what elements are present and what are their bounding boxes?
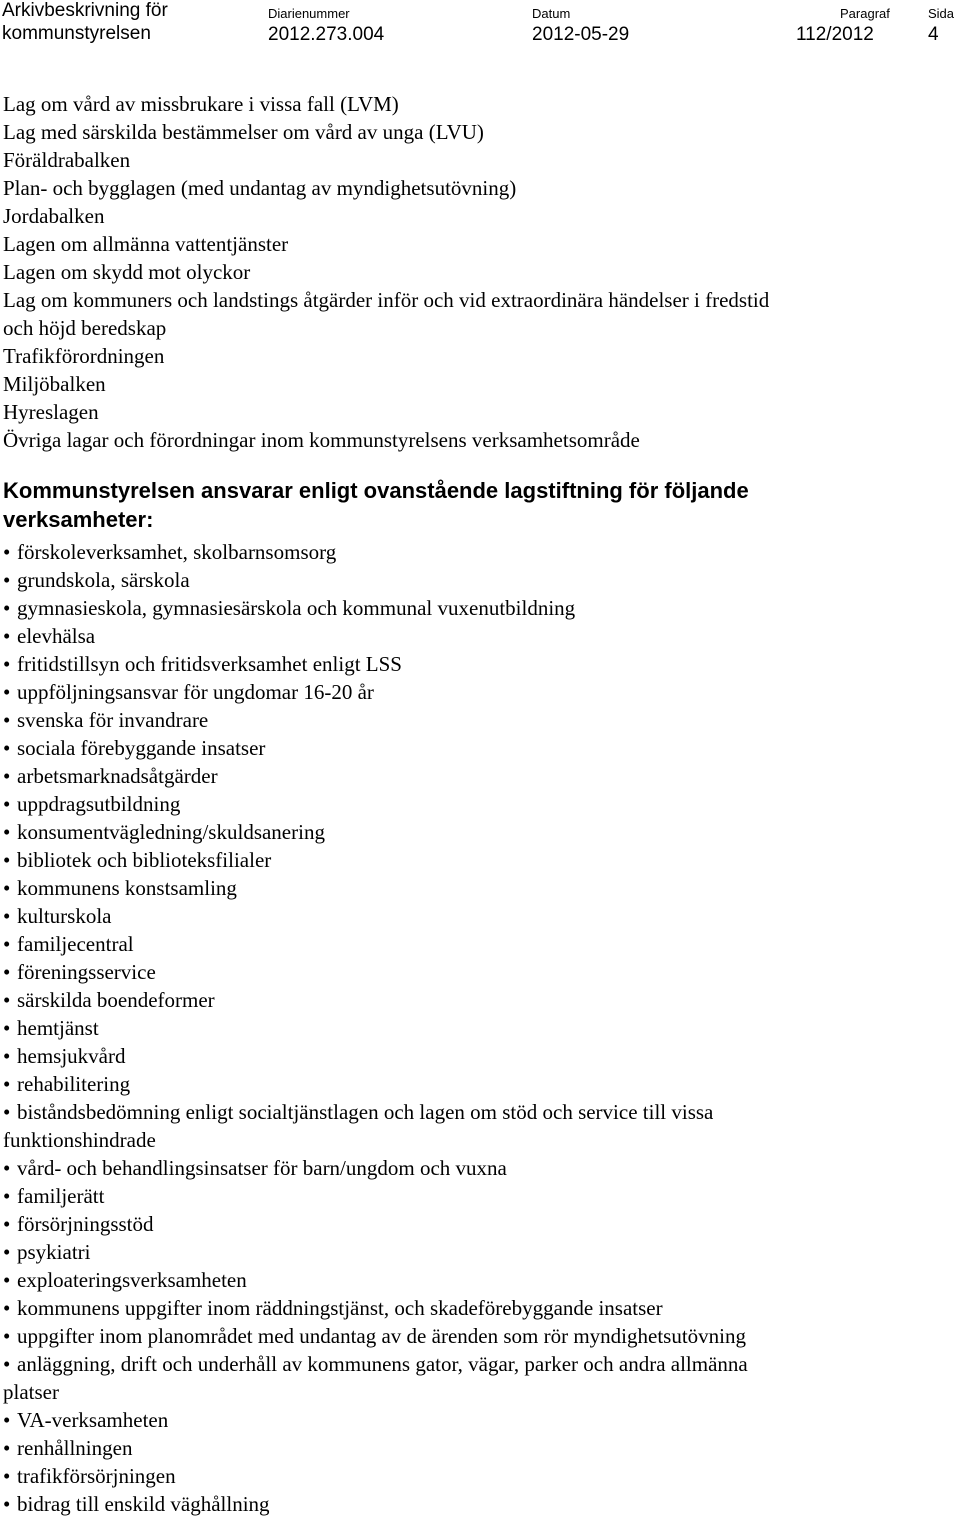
list-item: • exploateringsverksamheten	[3, 1268, 247, 1292]
bullet-icon: •	[3, 1492, 11, 1516]
list-item: • uppgifter inom planområdet med undantag av de ärenden som rör myndighetsutövning	[3, 1324, 746, 1348]
bullet-icon: •	[3, 652, 11, 676]
archive-value: kommunstyrelsen	[2, 23, 151, 44]
list-item: • psykiatri	[3, 1240, 91, 1264]
list-item: • grundskola, särskola	[3, 568, 190, 592]
list-item-continuation: platser	[3, 1380, 59, 1404]
list-item: • försörjningsstöd	[3, 1212, 154, 1236]
datum-label: Datum	[532, 6, 571, 21]
paragraf-value: 112/2012	[796, 24, 874, 45]
document-header	[0, 0, 960, 50]
law-item: Föräldrabalken	[3, 148, 131, 172]
archive-column	[2, 0, 168, 45]
bullet-icon: •	[3, 1072, 11, 1096]
list-item-continuation: funktionshindrade	[3, 1128, 156, 1152]
list-item: • svenska för invandrare	[3, 708, 209, 732]
law-item: Lagen om allmänna vattentjänster	[3, 232, 289, 256]
bullet-icon: •	[3, 1156, 11, 1180]
bullet-icon: •	[3, 680, 11, 704]
bullet-icon: •	[3, 792, 11, 816]
law-item: Miljöbalken	[3, 372, 106, 396]
list-item: • kommunens konstsamling	[3, 876, 237, 900]
list-item: • förskoleverksamhet, skolbarnsomsorg	[3, 540, 337, 564]
paragraf-column	[796, 0, 890, 46]
bullet-icon: •	[3, 1352, 11, 1376]
bullet-icon: •	[3, 596, 11, 620]
bullet-icon: •	[3, 1044, 11, 1068]
list-item: • vård- och behandlingsinsatser för barn/ungdom och vuxna	[3, 1156, 507, 1180]
list-item: • uppdragsutbildning	[3, 792, 181, 816]
list-item: • rehabilitering	[3, 1072, 131, 1096]
archive-label: Arkivbeskrivning för	[2, 0, 168, 21]
law-item: Plan- och bygglagen (med undantag av myndighetsutövning)	[3, 176, 517, 200]
bullet-icon: •	[3, 1240, 11, 1264]
list-item: • hemsjukvård	[3, 1044, 126, 1068]
list-item: • sociala förebyggande insatser	[3, 736, 266, 760]
bullet-icon: •	[3, 820, 11, 844]
document-body	[3, 90, 953, 1518]
list-item: • arbetsmarknadsåtgärder	[3, 764, 218, 788]
bullet-icon: •	[3, 904, 11, 928]
bullet-icon: •	[3, 1100, 11, 1124]
bullet-icon: •	[3, 1436, 11, 1460]
bullet-icon: •	[3, 1464, 11, 1488]
bullet-icon: •	[3, 876, 11, 900]
diarie-column	[268, 0, 384, 46]
bullet-icon: •	[3, 1296, 11, 1320]
bullet-icon: •	[3, 1184, 11, 1208]
bullet-icon: •	[3, 624, 11, 648]
bullet-icon: •	[3, 1268, 11, 1292]
sida-column	[928, 0, 954, 46]
diarie-label: Diarienummer	[268, 6, 350, 21]
list-item: • hemtjänst	[3, 1016, 99, 1040]
bullet-icon: •	[3, 764, 11, 788]
list-item: • gymnasieskola, gymnasiesärskola och kommunal vuxenutbildning	[3, 596, 576, 620]
list-item: • renhållningen	[3, 1436, 133, 1460]
section-heading-line-1: Kommunstyrelsen ansvarar enligt ovanstående lagstiftning för följande	[3, 478, 749, 503]
diarie-value: 2012.273.004	[268, 24, 385, 45]
law-item: Trafikförordningen	[3, 344, 165, 368]
bullet-icon: •	[3, 988, 11, 1012]
list-item: • bibliotek och biblioteksfilialer	[3, 848, 272, 872]
list-item: • kommunens uppgifter inom räddningstjänst, och skadeförebyggande insatser	[3, 1296, 663, 1320]
bullet-icon: •	[3, 736, 11, 760]
list-item: • VA-verksamheten	[3, 1408, 169, 1432]
list-item: • särskilda boendeformer	[3, 988, 215, 1012]
datum-column	[532, 0, 629, 46]
list-item: • fritidstillsyn och fritidsverksamhet enligt LSS	[3, 652, 402, 676]
list-item: • föreningsservice	[3, 960, 156, 984]
law-item-continuation: och höjd beredskap	[3, 316, 167, 340]
list-item: • uppföljningsansvar för ungdomar 16-20 år	[3, 680, 374, 704]
law-item: Lag med särskilda bestämmelser om vård av unga (LVU)	[3, 120, 484, 144]
sida-value: 4	[928, 24, 939, 45]
list-item: • familjecentral	[3, 932, 134, 956]
law-item: Hyreslagen	[3, 400, 99, 424]
list-item: • biståndsbedömning enligt socialtjänstlagen och lagen om stöd och service till vissa funktionshindrade	[3, 1098, 953, 1154]
list-item: • trafikförsörjningen	[3, 1464, 176, 1488]
bullet-icon: •	[3, 1212, 11, 1236]
list-item: • kulturskola	[3, 904, 112, 928]
list-item: • elevhälsa	[3, 624, 96, 648]
list-item: • anläggning, drift och underhåll av kommunens gator, vägar, parker och andra allmänna platser	[3, 1350, 953, 1406]
list-item: • familjerätt	[3, 1184, 105, 1208]
bullet-icon: •	[3, 1016, 11, 1040]
law-item: Lag om kommuners och landstings åtgärder inför och vid extraordinära händelser i fredstid	[3, 288, 770, 312]
sida-label: Sida	[928, 6, 955, 21]
list-item: • konsumentvägledning/skuldsanering	[3, 820, 325, 844]
bullet-icon: •	[3, 708, 11, 732]
law-list	[3, 90, 953, 454]
bullet-icon: •	[3, 960, 11, 984]
section-heading-line-2: verksamheter:	[3, 507, 154, 532]
datum-value: 2012-05-29	[532, 24, 630, 45]
section-heading	[3, 476, 953, 534]
activity-list	[3, 538, 953, 1518]
bullet-icon: •	[3, 1324, 11, 1348]
law-item: Lagen om skydd mot olyckor	[3, 260, 251, 284]
law-item: Lag om vård av missbrukare i vissa fall (LVM)	[3, 92, 399, 116]
bullet-icon: •	[3, 568, 11, 592]
bullet-icon: •	[3, 540, 11, 564]
bullet-icon: •	[3, 1408, 11, 1432]
bullet-icon: •	[3, 932, 11, 956]
paragraf-label: Paragraf	[840, 6, 890, 21]
bullet-icon: •	[3, 848, 11, 872]
law-item: Övriga lagar och förordningar inom kommunstyrelsens verksamhetsområde	[3, 428, 640, 452]
law-item: Jordabalken	[3, 204, 105, 228]
list-item: • bidrag till enskild väghållning	[3, 1492, 270, 1516]
